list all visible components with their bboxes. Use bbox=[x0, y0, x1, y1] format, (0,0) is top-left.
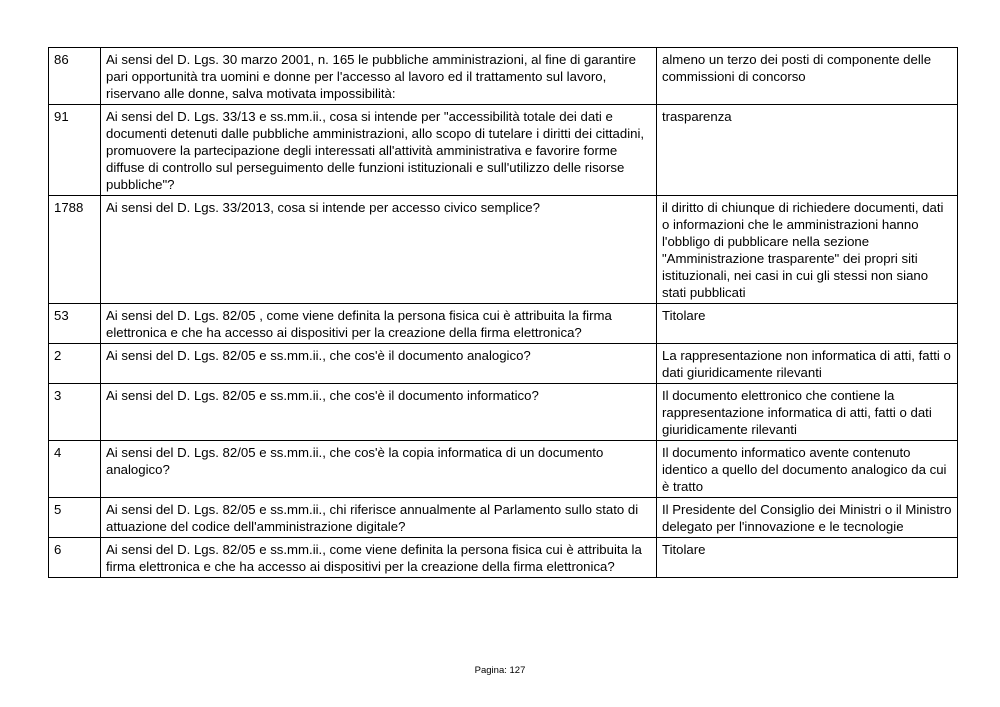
question-text: Ai sensi del D. Lgs. 82/05 e ss.mm.ii., come viene definita la persona fisica cui è attribuita la firma elettronica e che ha accesso ai dispositivi per la creazione della firma elettronica? bbox=[101, 538, 657, 578]
question-id: 2 bbox=[49, 344, 101, 384]
question-id: 91 bbox=[49, 105, 101, 196]
table-row bbox=[49, 105, 958, 196]
answer-text: Titolare bbox=[657, 304, 958, 344]
answer-text: Il documento elettronico che contiene la rappresentazione informatica di atti, fatti o dati giuridicamente rilevanti bbox=[657, 384, 958, 441]
answer-text: il diritto di chiunque di richiedere documenti, dati o informazioni che le amministrazioni hanno l'obbligo di pubblicare nella sezione "Amministrazione trasparente" dei propri siti istituzionali, nei casi in cui gli stessi non siano stati pubblicati bbox=[657, 196, 958, 304]
table-row bbox=[49, 48, 958, 105]
page-number: Pagina: 127 bbox=[474, 665, 526, 676]
answer-text: trasparenza bbox=[657, 105, 958, 196]
table-row bbox=[49, 344, 958, 384]
answer-text: almeno un terzo dei posti di componente delle commissioni di concorso bbox=[657, 48, 958, 105]
question-text: Ai sensi del D. Lgs. 82/05 e ss.mm.ii., chi riferisce annualmente al Parlamento sullo stato di attuazione del codice dell'amministrazione digitale? bbox=[101, 498, 657, 538]
question-id: 3 bbox=[49, 384, 101, 441]
question-text: Ai sensi del D. Lgs. 82/05 e ss.mm.ii., che cos'è il documento analogico? bbox=[101, 344, 657, 384]
question-text: Ai sensi del D. Lgs. 33/13 e ss.mm.ii., cosa si intende per "accessibilità totale dei dati e documenti detenuti dalle pubbliche amministrazioni, allo scopo di tutelare i diritti dei cittadini, promuovere la partecipazione degli interessati all'attività amministrativa e favorire forme diffuse di controllo sul perseguimento delle funzioni istituzionali e sull'utilizzo delle risorse pubbliche"? bbox=[101, 105, 657, 196]
question-text: Ai sensi del D. Lgs. 33/2013, cosa si intende per accesso civico semplice? bbox=[101, 196, 657, 304]
table-row bbox=[49, 441, 958, 498]
table-row bbox=[49, 384, 958, 441]
answer-text: La rappresentazione non informatica di atti, fatti o dati giuridicamente rilevanti bbox=[657, 344, 958, 384]
question-id: 53 bbox=[49, 304, 101, 344]
question-id: 86 bbox=[49, 48, 101, 105]
question-id: 6 bbox=[49, 538, 101, 578]
question-id: 5 bbox=[49, 498, 101, 538]
question-id: 1788 bbox=[49, 196, 101, 304]
answer-text: Il Presidente del Consiglio dei Ministri o il Ministro delegato per l'innovazione e le tecnologie bbox=[657, 498, 958, 538]
question-text: Ai sensi del D. Lgs. 82/05 e ss.mm.ii., che cos'è la copia informatica di un documento analogico? bbox=[101, 441, 657, 498]
question-text: Ai sensi del D. Lgs. 82/05 , come viene definita la persona fisica cui è attribuita la firma elettronica e che ha accesso ai dispositivi per la creazione della firma elettronica? bbox=[101, 304, 657, 344]
table-row bbox=[49, 196, 958, 304]
table-row bbox=[49, 538, 958, 578]
question-text: Ai sensi del D. Lgs. 30 marzo 2001, n. 165 le pubbliche amministrazioni, al fine di garantire pari opportunità tra uomini e donne per l'accesso al lavoro ed il trattamento sul lavoro, riservano alle donne, salva motivata impossibilità: bbox=[101, 48, 657, 105]
question-text: Ai sensi del D. Lgs. 82/05 e ss.mm.ii., che cos'è il documento informatico? bbox=[101, 384, 657, 441]
questions-table bbox=[48, 47, 958, 578]
table-row bbox=[49, 498, 958, 538]
answer-text: Il documento informatico avente contenuto identico a quello del documento analogico da cui è tratto bbox=[657, 441, 958, 498]
answer-text: Titolare bbox=[657, 538, 958, 578]
question-id: 4 bbox=[49, 441, 101, 498]
table-row bbox=[49, 304, 958, 344]
